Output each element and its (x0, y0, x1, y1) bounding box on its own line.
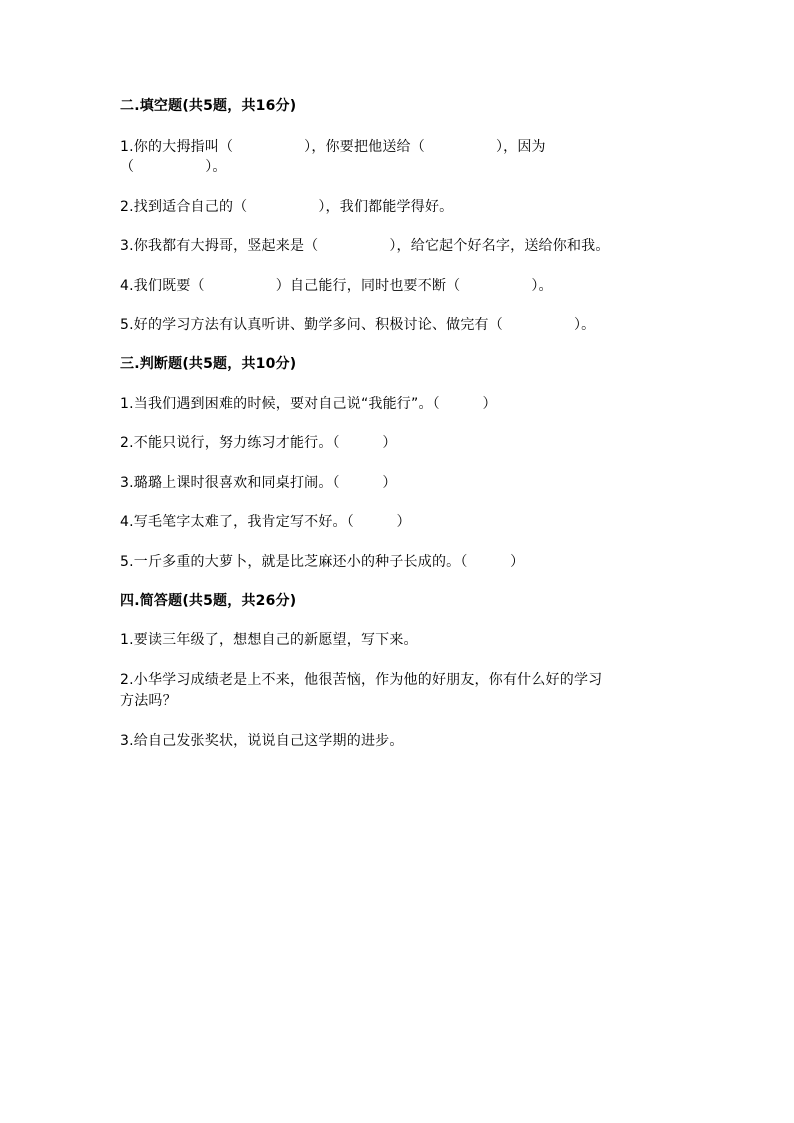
question-line: 4.写毛笔字太难了，我肯定写不好。（ ） (120, 514, 411, 530)
question-line: 2.小华学习成绩老是上不来，他很苦恼，作为他的好朋友，你有什么好的学习 (120, 672, 603, 688)
question-line: 2.找到适合自己的（ ），我们都能学得好。 (120, 199, 454, 215)
question-line: 1.当我们遇到困难的时候，要对自己说“我能行”。（ ） (120, 396, 497, 412)
question-line: 3.你我都有大拇哥，竖起来是（ ），给它起个好名字，送给你和我。 (120, 238, 610, 254)
section-heading-short-answer: 四.简答题(共5题，共26分) (120, 593, 297, 609)
section-heading-true-false: 三.判断题(共5题，共10分) (120, 356, 297, 372)
question-line: 1.要读三年级了，想想自己的新愿望，写下来。 (120, 632, 418, 648)
question-line: 3.璐璐上课时很喜欢和同桌打闹。（ ） (120, 475, 397, 491)
section-heading-fill-blank: 二.填空题(共5题，共16分) (120, 98, 297, 114)
question-line: （ ）。 (120, 159, 227, 175)
question-line: 3.给自己发张奖状，说说自己这学期的进步。 (120, 733, 404, 749)
question-line: 2.不能只说行，努力练习才能行。（ ） (120, 435, 397, 451)
question-line: 1.你的大拇指叫（ ），你要把他送给（ ），因为 (120, 139, 546, 155)
question-line: 5.好的学习方法有认真听讲、勤学多问、积极讨论、做完有（ ）。 (120, 317, 596, 333)
question-line: 5.一斤多重的大萝卜，就是比芝麻还小的种子长成的。（ ） (120, 554, 525, 570)
question-line: 方法吗？ (120, 693, 177, 709)
question-line: 4.我们既要（ ）自己能行，同时也要不断（ ）。 (120, 278, 553, 294)
